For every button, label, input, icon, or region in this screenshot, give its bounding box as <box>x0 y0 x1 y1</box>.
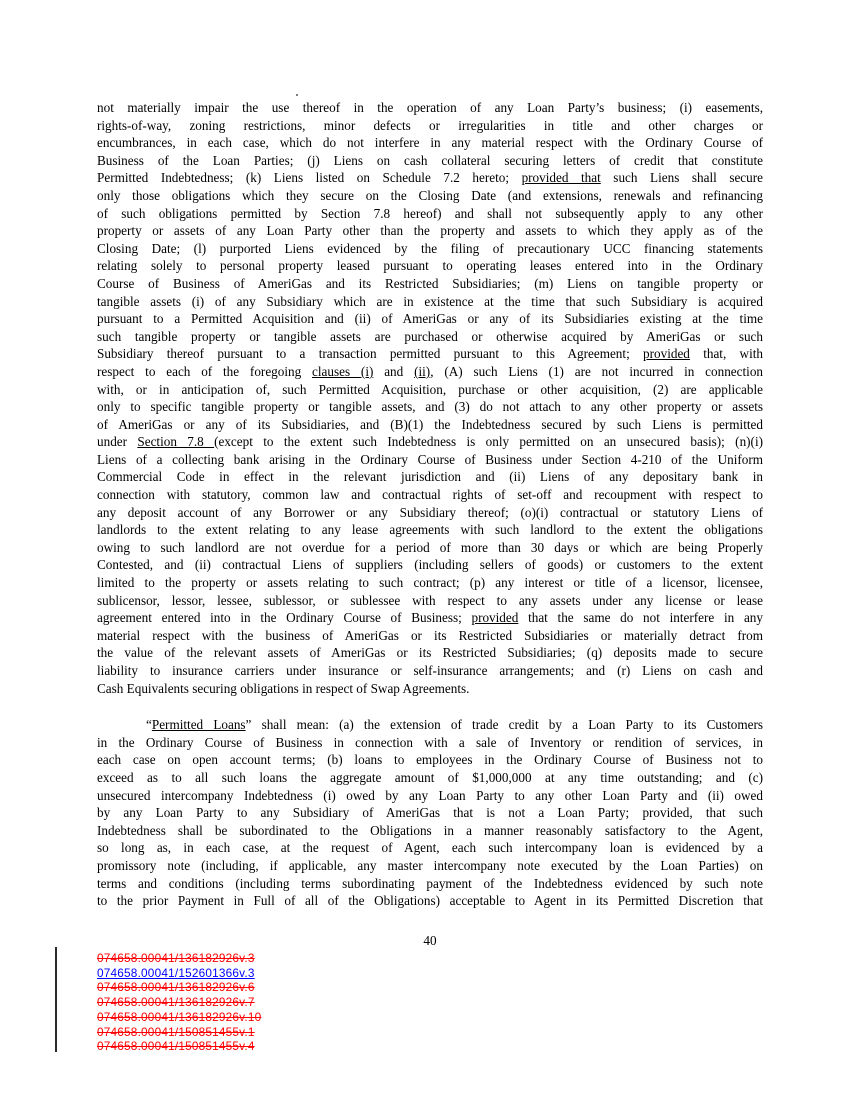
text-line: terms and conditions (including terms subordinating payment of the Indebtedness evidenced by such note <box>97 875 763 891</box>
text-line: under Section 7.8 (except to the extent such Indebtedness is only permitted on an unsecured basis); (n)(i) <box>97 434 763 450</box>
text-line: pursuant to a Permitted Acquisition and (ii) of AmeriGas or any of its Subsidiaries existing at the time <box>97 311 763 327</box>
text-line: Commercial Code in effect in the relevant jurisdiction and (ii) Liens of any depositary bank in <box>97 469 763 485</box>
text-line: of such obligations permitted by Section 7.8 hereof) and shall not subsequently apply to any other <box>97 205 763 221</box>
text-line: Closing Date; (l) purported Liens evidenced by the filing of precautionary UCC financing statements <box>97 240 763 256</box>
text-line: sublicensor, lessor, lessee, sublessor, or sublessee with respect to any assets under any license or lease <box>97 592 763 608</box>
text-line: to the prior Payment in Full of all of the Obligations) acceptable to Agent in its Permitted Discretion that <box>97 893 763 909</box>
text-line: so long as, in each case, at the request of Agent, each such intercompany loan is evidenced by a <box>97 840 763 856</box>
doc-id-deleted: 074658.00041/150851455v.4 <box>97 1039 255 1054</box>
doc-id-deleted: 074658.00041/136182926v.6 <box>97 980 255 995</box>
text-line: not materially impair the use thereof in the operation of any Loan Party’s business; (i) easements, <box>97 100 763 115</box>
page-number: 40 <box>423 933 437 948</box>
paragraph-permitted-liens-continuation <box>97 99 763 697</box>
doc-id-deleted: 074658.00041/136182926v.3 <box>97 951 255 965</box>
text-line: the value of the relevant assets of AmeriGas or its Restricted Subsidiaries; (q) deposits made to secure <box>97 645 763 661</box>
revision-change-bar <box>55 947 57 1052</box>
text-line: property or assets of any Loan Party other than the property and assets to which they apply as of the <box>97 223 763 239</box>
text-line: by any Loan Party to any Subsidiary of AmeriGas that is not a Loan Party; provided, that such <box>97 805 763 821</box>
doc-id-deleted: 074658.00041/136182926v.7 <box>97 995 255 1010</box>
text-line: with, or in anticipation of, such Permitted Acquisition, purchase or other acquisition, (2) are applicable <box>97 381 763 397</box>
text-line: each case on open account terms; (b) loans to employees in the Ordinary Course of Business not to <box>97 752 763 768</box>
underlined-term: provided <box>471 610 519 626</box>
text-line: landlords to the extent relating to any lease agreements with such landlord to the extent the obligations <box>97 522 763 538</box>
underlined-term: Section 7.8 <box>137 434 215 450</box>
text-line: agreement entered into in the Ordinary Course of Business; provided that the same do not interfere in any <box>97 610 763 626</box>
text-line: rights-of-way, zoning restrictions, minor defects or irregularities in title and other charges or <box>97 117 763 133</box>
doc-id-inserted: 074658.00041/152601366v.3 <box>97 965 255 980</box>
underlined-term: provided <box>643 346 690 362</box>
text-line: tangible assets (i) of any Subsidiary which are in existence at the time that such Subsidiary is acquired <box>97 293 763 309</box>
text-line: respect to each of the foregoing clauses (i) and (ii), (A) such Liens (1) are not incurred in connection <box>97 363 764 379</box>
doc-id-deleted: 074658.00041/150851455v.1 <box>97 1024 255 1039</box>
underlined-term: provided that <box>521 170 601 186</box>
text-line: unsecured intercompany Indebtedness (i) owed by any Loan Party to any other Loan Party and (ii) owed <box>97 787 763 803</box>
text-line: encumbrances, in each case, which do not interfere in any material respect with the Ordinary Course of <box>97 135 763 151</box>
doc-id-deleted: 074658.00041/136182926v.10 <box>97 1009 262 1024</box>
text-line: “Permitted Loans” shall mean: (a) the extension of trade credit by a Loan Party to its Customers <box>146 717 763 733</box>
text-line: Course of Business of AmeriGas and its Restricted Subsidiaries; (m) Liens on tangible property or <box>97 275 763 291</box>
text-line: only those obligations which they secure on the Closing Date (and extensions, renewals and refinancing <box>97 187 763 203</box>
footer-doc-ids <box>97 951 261 1054</box>
scan-artifact-dot <box>296 94 298 96</box>
text-line: Permitted Indebtedness; (k) Liens listed on Schedule 7.2 hereto; provided that such Liens shall secure <box>97 170 763 186</box>
text-line: material respect with the business of AmeriGas or its Restricted Subsidiaries or materially detract from <box>97 627 763 643</box>
text-line: only to specific tangible property or tangible assets, and (3) do not attach to any other property or assets <box>97 399 763 415</box>
underlined-term: (ii) <box>414 363 431 379</box>
text-line: Liens of a collecting bank arising in the Ordinary Course of Business under Section 4-210 of the Uniform <box>97 451 763 467</box>
text-line: Subsidiary thereof pursuant to a transaction permitted pursuant to this Agreement; provided that, with <box>97 346 763 362</box>
text-line: limited to the property or assets relating to such contract; (p) any interest or title of a licensor, licensee, <box>97 575 763 591</box>
underlined-term: Permitted Loans <box>151 717 246 733</box>
paragraph-permitted-loans-definition <box>97 716 763 910</box>
text-line: in the Ordinary Course of Business in connection with a sale of Inventory or rendition of services, in <box>97 734 763 750</box>
text-line: relating solely to personal property leased pursuant to operating leases entered into in the Ordinary <box>97 258 763 274</box>
text-line: Contested, and (ii) contractual Liens of suppliers (including sellers of goods) or customers to the extent <box>97 557 763 573</box>
text-line: connection with statutory, common law and contractual rights of set-off and recoupment with respect to <box>97 487 763 503</box>
text-line: owing to such landlord are not overdue for a period of more than 30 days or which are being Properly <box>97 539 763 555</box>
document-text <box>97 99 763 910</box>
text-line: any deposit account of any Borrower or any Subsidiary thereof; (o)(i) contractual or statutory Liens of <box>97 504 763 520</box>
text-line: exceed as to all such loans the aggregate amount of $1,000,000 at any time outstanding; and (c) <box>97 769 763 785</box>
text-line: of AmeriGas or any of its Subsidiaries, and (B)(1) the Indebtedness secured by such Liens is permitted <box>97 416 763 432</box>
text-line: Business of the Loan Parties; (j) Liens on cash collateral securing letters of credit that constitute <box>97 152 763 168</box>
underlined-term: clauses (i) <box>312 363 374 379</box>
text-line: liability to insurance carriers under insurance or self-insurance arrangements; and (r) Liens on cash and <box>97 663 763 678</box>
text-line: Cash Equivalents securing obligations in respect of Swap Agreements. <box>97 680 470 696</box>
text-line: Indebtedness shall be subordinated to the Obligations in a manner reasonably satisfactory to the Agent, <box>97 822 763 838</box>
text-line: such tangible property or tangible assets are purchased or otherwise acquired by AmeriGas or such <box>97 328 763 344</box>
text-line: promissory note (including, if applicable, any master intercompany note executed by the Loan Parties) on <box>97 857 763 873</box>
